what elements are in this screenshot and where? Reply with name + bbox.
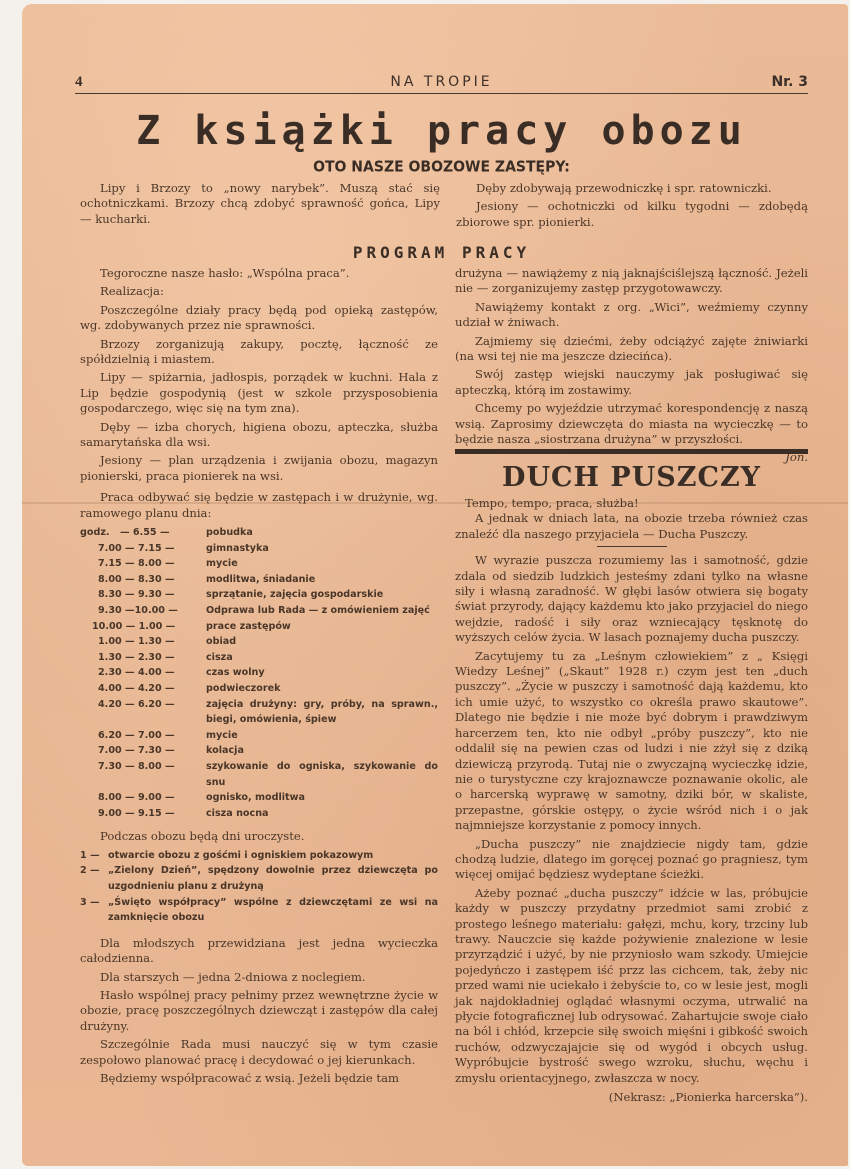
schedule-row [80, 634, 438, 650]
schedule-time: 4.00 — 4.20 — [98, 683, 175, 695]
paragraph: Tegoroczne nasze hasło: „Wspólna praca”. [100, 266, 350, 280]
page-header [75, 74, 808, 94]
source-citation: (Nekrasz: „Pionierka harcerska”). [608, 1090, 808, 1105]
schedule-activity: gimnastyka [206, 542, 269, 554]
schedule-activity: modlitwa, śniadanie [206, 573, 316, 585]
paragraph: Chcemy po wyjeździe utrzymać korespondencję z naszą wsią. Zaprosimy dziewczęta do miasta na wycieczkę — to będzie nasza „siostrzana drużyna” w przyszłości. [455, 401, 808, 447]
day-text: otwarcie obozu z gośćmi i ogniskiem pokazowym [108, 849, 374, 861]
schedule-activity: zajęcia drużyny: gry, próby, na sprawn., biegi, omówienia, śpiew [206, 698, 438, 726]
intro-paragraph: Jesiony — ochotniczki od kilku tygodni — zdobędą zbiorowe spr. pionierki. [456, 199, 808, 229]
paragraph: Hasło wspólnej pracy pełnimy przez wewnętrzne życie w obozie, pracę poszczególnych dziewcząt i zastępów dla całej drużyny. [80, 987, 438, 1033]
schedule-time: 7.00 — 7.15 — [98, 542, 175, 554]
section-divider [455, 449, 808, 454]
schedule-activity: ognisko, modlitwa [206, 792, 305, 804]
day-item [80, 848, 438, 864]
paragraph: „Ducha puszczy” nie znajdziecie nigdy tam, gdzie chodzą ludzie, dlatego im goręcej poznać go pragniesz, tym więcej omijać będziesz wydeptane ścieżki. [455, 836, 808, 882]
intro-paragraph: Dęby zdobywają przewodniczkę i spr. ratowniczki. [476, 181, 772, 195]
intro-right [456, 181, 808, 233]
schedule-row [80, 619, 438, 635]
article-subtitle: OTO NASZE OBOZOWE ZASTĘPY: [313, 158, 570, 176]
schedule-time: 10.00 — 1.00 — [92, 620, 176, 632]
schedule-time: 9.00 — 9.15 — [98, 807, 175, 819]
daily-schedule [80, 525, 438, 821]
schedule-row [80, 743, 438, 759]
schedule-time: 1.30 — 2.30 — [98, 651, 175, 663]
paragraph: Poszczególne działy pracy będą pod opieką zastępów, wg. zdobywanych przez nie sprawności. [80, 302, 438, 333]
schedule-row [80, 525, 438, 541]
schedule-activity: podwieczorek [206, 683, 281, 695]
program-heading: PROGRAM PRACY [352, 243, 531, 262]
paragraph: W wyrazie puszcza rozumiemy las i samotność, gdzie zdala od siedzib ludzkich jesteśmy zdani tylko na własne siły i własną zaradność. W głębi lasów otwiera się bogaty świat przyrody, dający każdemu kto jako przyjaciel do niego wejdzie, radość i siły oraz wzniecający tęsknotę do wyższych celów życia. W lasach poznajemy ducha puszczy. [455, 553, 808, 645]
schedule-row [80, 790, 438, 806]
paragraph: Podczas obozu będą dni uroczyste. [100, 829, 305, 844]
paragraph: Swój zastęp wiejski nauczymy jak posługiwać się apteczką, którą im zostawimy. [455, 367, 808, 397]
paragraph: Lipy — spiżarnia, jadłospis, porządek w kuchni. Hala z Lip będzie gospodynią (jest w szkole przysposobienia gospodarczego, więc się na tym zna). [80, 370, 438, 416]
paragraph: Będziemy współpracować z wsią. Jeżeli będzie tam [100, 1071, 399, 1085]
ceremonial-days [80, 848, 438, 926]
schedule-activity: obiad [206, 636, 237, 648]
schedule-row [80, 650, 438, 666]
schedule-time: 6.20 — 7.00 — [98, 729, 175, 741]
schedule-time: 8.30 — 9.30 — [98, 589, 175, 601]
program-right-column [455, 266, 808, 466]
day-number: 2 — [80, 865, 100, 877]
duch-puszczy-article [455, 496, 808, 1105]
schedule-time: 9.30 —10.00 — [98, 605, 178, 617]
article-title: Z książki pracy obozu [136, 108, 747, 154]
schedule-time: — 6.55 — [120, 527, 170, 539]
author-signature: Jon. [785, 450, 808, 465]
paragraph: Zajmiemy się dziećmi, żeby odciążyć zajęte żniwiarki (na wsi tej nie ma jeszcze dziecińca). [455, 333, 808, 364]
duch-puszczy-heading: DUCH PUSZCZY [502, 462, 761, 493]
lead-paragraph: A jednak w dniach lata, na obozie trzeba również czas znaleźć dla naszego przyjaciela — Ducha Puszczy. [455, 511, 808, 541]
schedule-row [80, 759, 438, 790]
schedule-time: 4.20 — 6.20 — [98, 698, 175, 710]
paragraph: Dęby — izba chorych, higiena obozu, apteczka, służba samarytańska dla wsi. [80, 419, 438, 450]
paragraph: Jesiony — plan urządzenia i zwijania obozu, magazyn pionierski, praca pionierek na wsi. [80, 453, 438, 483]
day-number: 3 — [80, 896, 100, 908]
schedule-row [80, 603, 438, 619]
schedule-activity: czas wolny [206, 667, 265, 679]
paragraph: Realizacja: [100, 284, 164, 299]
schedule-row [80, 665, 438, 681]
page-number: 4 [75, 74, 83, 90]
day-number: 1 — [80, 849, 100, 861]
paragraph: drużyna — nawiążemy z nią jaknajściślejszą łączność. Jeżeli nie — zorganizujemy zastęp przygotowawczy. [455, 266, 808, 296]
schedule-time: 1.00 — 1.30 — [98, 636, 175, 648]
schedule-row [80, 541, 438, 557]
schedule-activity: mycie [206, 729, 238, 741]
schedule-row [80, 697, 438, 728]
short-divider [597, 546, 667, 547]
paragraph: Dla starszych — jedna 2-dniowa z noclegiem. [100, 969, 366, 984]
schedule-time: 7.00 — 7.30 — [98, 745, 175, 757]
schedule-activity: Odprawa lub Rada — z omówieniem zajęć [206, 605, 430, 617]
issue-number: Nr. 3 [771, 74, 808, 90]
paragraph: Brzozy zorganizują zakupy, pocztę, łączność ze spółdzielnią i miastem. [80, 336, 438, 367]
schedule-time: 7.30 — 8.00 — [98, 761, 175, 772]
schedule-row [80, 572, 438, 588]
schedule-activity: pobudka [206, 527, 253, 539]
paragraph: Zacytujemy tu za „Leśnym człowiekiem” z „ Księgi Wiedzy Leśnej” („Skaut” 1928 r.) czym jest ten „duch puszczy”. „Życie w puszczy i samotność dają każdemu, kto ich umie użyć, to wszystko co określa prawo skautowe”. Dlatego nie będzie i nie może być dobrym i prawdziwym harcerzem ten, kto nie odbył „próby puszczy”, kto nie oddalił się na pewien czas od ludzi i nie zżył się z dziką dziewiczą przyrodą. Tutaj nie o zwyczajną wycieczkę idzie, nie o turystyczne czy krajoznawcze poznawanie okolic, ale o harcerską wyprawę w samotny, dziki bór, w skaliste, przepastne, górskie ostępy, o życie wśród nich i o jak najmniejsze korzystanie z pomocy innych. [455, 648, 808, 833]
schedule-row [80, 556, 438, 572]
paragraph: Nawiążemy kontakt z org. „Wici”, weźmiemy czynny udział w żniwach. [455, 299, 808, 330]
day-item [80, 863, 438, 894]
schedule-prefix: godz. [80, 527, 110, 539]
schedule-row [80, 806, 438, 822]
schedule-activity: sprzątanie, zajęcia gospodarskie [206, 589, 384, 601]
day-item [80, 895, 438, 926]
schedule-activity: cisza [206, 651, 233, 663]
schedule-activity: cisza nocna [206, 807, 269, 819]
schedule-activity: prace zastępów [206, 620, 291, 632]
intro-paragraph: Lipy i Brzozy to „nowy narybek”. Muszą stać się ochotniczkami. Brzozy chcą zdobyć sprawność gońca, Lipy — kucharki. [80, 181, 440, 226]
schedule-row [80, 681, 438, 697]
program-left-column [80, 266, 438, 1089]
schedule-row [80, 728, 438, 744]
paragraph: Praca odbywać się będzie w zastępach i w drużynie, wg. ramowego planu dnia: [80, 490, 438, 520]
day-text: „Święto współpracy” wspólne z dziewczętami ze wsi na zamknięcie obozu [108, 896, 438, 924]
schedule-time: 8.00 — 9.00 — [98, 792, 175, 804]
schedule-activity: szykowanie do ogniska, szykowanie do snu [206, 761, 438, 788]
schedule-time: 2.30 — 4.00 — [98, 667, 175, 679]
lead-paragraph: Tempo, tempo, praca, służba! [465, 496, 639, 510]
paragraph: Dla młodszych przewidziana jest jedna wycieczka całodzienna. [80, 935, 438, 966]
schedule-time: 7.15 — 8.00 — [98, 558, 175, 570]
intro-left [80, 181, 440, 230]
paragraph: Szczególnie Rada musi nauczyć się w tym czasie zespołowo planować pracę i decydować o jej kierunkach. [80, 1037, 438, 1067]
schedule-activity: kolacja [206, 745, 244, 757]
paragraph: Ażeby poznać „ducha puszczy” idźcie w las, próbujcie każdy w puszczy przydatny przedmiot sami zrobić z prostego leśnego materiału: gałęzi, mchu, kory, trzciny lub trawy. Nauczcie się każde pożywienie znalezione w lesie przyrządzić i użyć, by nie przyniosło wam szkody. Umiejcie pojedyńczo i zastępem iść przz las cichcem, tak, żeby nic przed wami nie uciekało i żebyście to, co w lesie jest, mogli jak najdokładniej oglądać własnymi oczyma, utrwalić na płycie fotograficznej lub odrysować. Zahartujcie swoje ciało na ból i chłód, krzepcie siłę swoich mięśni i gibkość swoich ruchów, odzwyczajajcie się od wygód i obcych usług. Wypróbujcie bystrość swego wzroku, słuchu, węchu i zmysłu orientacyjnego, zwłaszcza w nocy. [455, 885, 808, 1085]
day-text: „Zielony Dzień”, spędzony dowolnie przez dziewczęta po uzgodnieniu planu z drużyną [108, 865, 438, 892]
schedule-time: 8.00 — 8.30 — [98, 573, 175, 585]
schedule-row [80, 587, 438, 603]
masthead: NA TROPIE [390, 74, 493, 90]
schedule-activity: mycie [206, 558, 238, 570]
